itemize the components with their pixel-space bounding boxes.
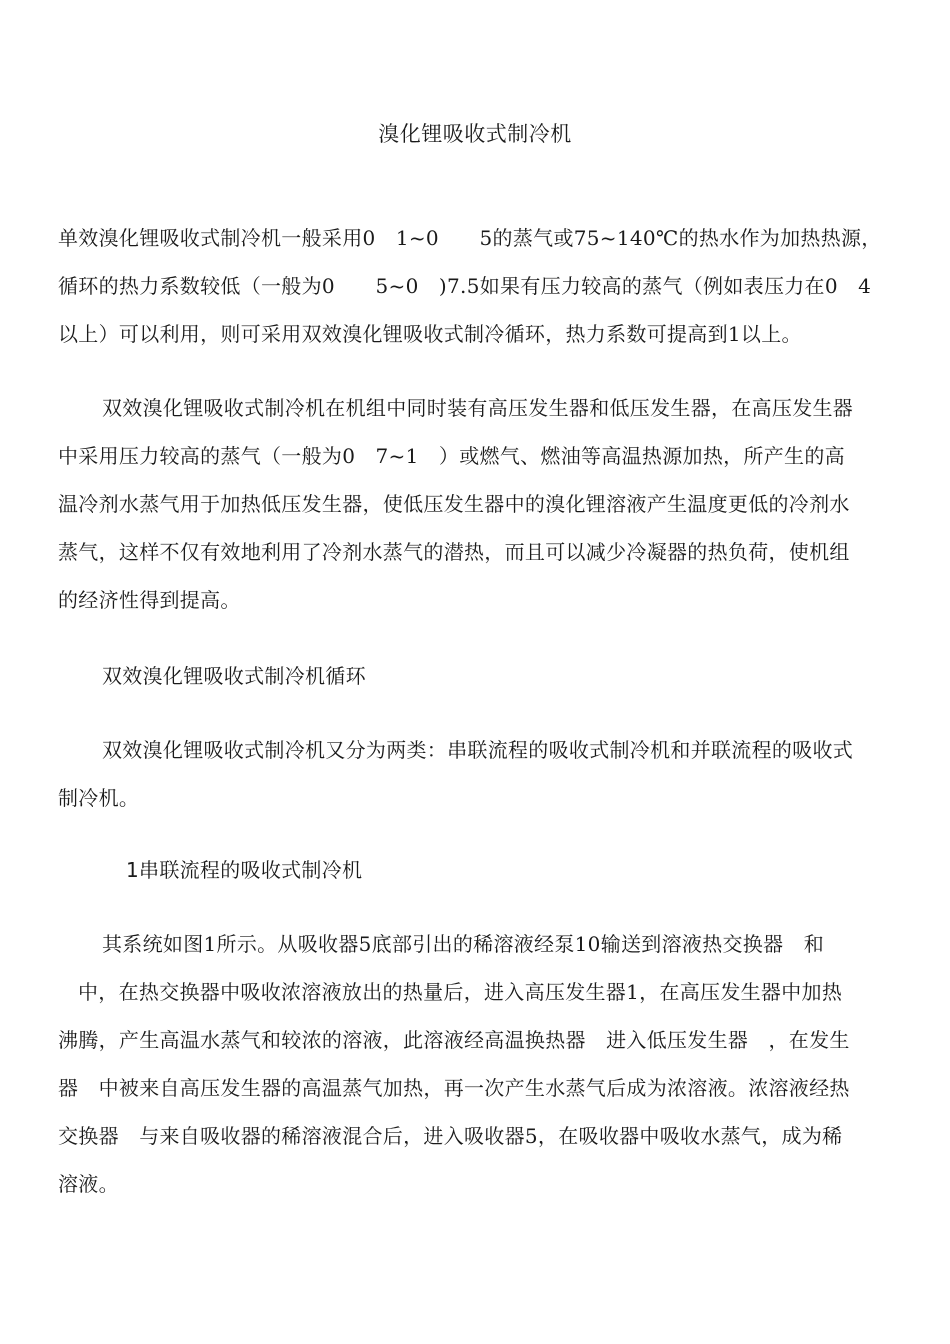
section-heading: 1串联流程的吸收式制冷机 [126, 858, 363, 882]
series-heading-block [58, 846, 924, 894]
series-paragraph [58, 920, 924, 1208]
double-effect-paragraph [58, 384, 924, 624]
paragraph-line: 温冷剂水蒸气用于加热低压发生器，使低压发生器中的溴化锂溶液产生温度更低的冷剂水 [58, 492, 850, 516]
paragraph-line: 蒸气，这样不仅有效地利用了冷剂水蒸气的潜热，而且可以减少冷凝器的热负荷，使机组 [58, 540, 850, 564]
types-paragraph [58, 726, 924, 822]
paragraph-line: 溶液。 [58, 1172, 119, 1196]
paragraph-line: 循环的热力系数较低（一般为0 5~0 )7.5如果有压力较高的蒸气（例如表压力在0 4 [58, 274, 872, 298]
paragraph-line: 以上）可以利用，则可采用双效溴化锂吸收式制冷循环，热力系数可提高到1以上。 [58, 322, 802, 346]
paragraph-line: 的经济性得到提高。 [58, 588, 241, 612]
cycle-heading-block [58, 652, 924, 700]
paragraph-line: 交换器 与来自吸收器的稀溶液混合后，进入吸收器5，在吸收器中吸收水蒸气，成为稀 [58, 1124, 843, 1148]
paragraph-line: 双效溴化锂吸收式制冷机在机组中同时装有高压发生器和低压发生器，在高压发生器 [102, 396, 854, 420]
paragraph-line: 沸腾，产生高温水蒸气和较浓的溶液，此溶液经高温换热器 进入低压发生器 ，在发生 [58, 1028, 850, 1052]
intro-paragraph [58, 214, 924, 358]
paragraph-line: 双效溴化锂吸收式制冷机又分为两类：串联流程的吸收式制冷机和并联流程的吸收式 [102, 738, 854, 762]
paragraph-line: 中采用压力较高的蒸气（一般为0 7~1 ）或燃气、燃油等高温热源加热，所产生的高 [58, 444, 845, 468]
paragraph-line: 单效溴化锂吸收式制冷机一般采用0 1~0 5的蒸气或75~140℃的热水作为加热热源， [58, 226, 882, 250]
paragraph-line: 器 中被来自高压发生器的高温蒸气加热，再一次产生水蒸气后成为浓溶液。浓溶液经热 [58, 1076, 850, 1100]
section-heading: 双效溴化锂吸收式制冷机循环 [102, 664, 366, 688]
paragraph-line: 制冷机。 [58, 786, 140, 810]
page-title: 溴化锂吸收式制冷机 [378, 122, 572, 146]
paragraph-line: 其系统如图1所示。从吸收器5底部引出的稀溶液经泵10输送到溶液热交换器 和 [102, 932, 824, 956]
paragraph-line: 中，在热交换器中吸收浓溶液放出的热量后，进入高压发生器1，在高压发生器中加热 [78, 980, 843, 1004]
